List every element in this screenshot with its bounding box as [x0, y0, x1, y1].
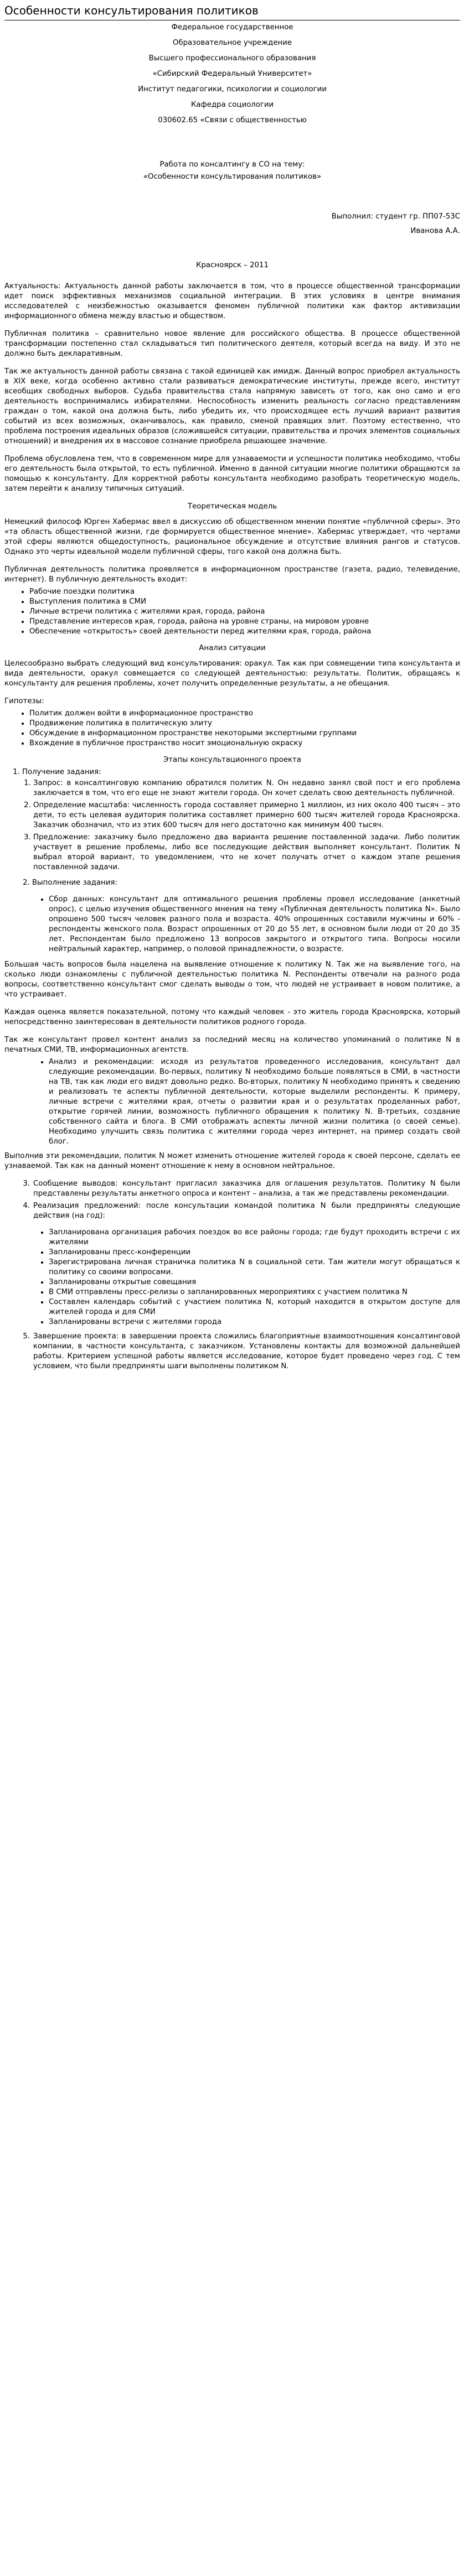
- list-item: 2. Определение масштаба: численность города составляет примерно 1 миллион, из них около 400 тысяч – это дети, то есть целевая аудитория политика составляет примерно 600 тысяч жителей города Красноярска. Заказчик обозначил, что из этих 600 тысяч для него достаточно как минимум 400 тысяч.: [33, 801, 460, 830]
- recommendations-list: [4, 1057, 460, 1147]
- stage-label: [22, 767, 460, 872]
- document-title: Особенности консультирования политиков: [4, 3, 460, 20]
- intro-paragraph: Публичная политика – сравнительно новое явление для российского общества. В процессе общественной трансформации постепенно стал складываться тип политического деятеля, который всегда на виду. И это не должно быть декларативным.: [4, 330, 460, 358]
- header-line: «Сибирский Федеральный Университет»: [152, 70, 312, 78]
- stage2-sublist: [32, 895, 460, 954]
- actions-list: [4, 1228, 460, 1327]
- stage-label-text: Выполнение задания:: [32, 879, 117, 887]
- list-item: • Анализ и рекомендации: исходя из результатов проведенного исследования, консультант дал следующие рекомендации. Во-первых, политику N необходимо больше появляться в СМИ, в частности на ТВ, так как люди его видят довольно редко. Во-вторых, политику N необходимо принять к сведению и реализовать те аспекты публичной деятельности, которые выделили респонденты. К примеру, личные встречи с жителями края, отчеты о развитии края и о результатах проделанных работ, открытие горячей линии, возможность публичного обращения к политику N. В-третьих, создание собственного сайта и блога. В СМИ отображать аспекты личной жизни политика (о своей семье). Необходимо улучшить связь политика с жителями города через интернет, на пример создать свой блог.: [49, 1057, 460, 1147]
- header-line: 030602.65 «Связи с общественностью: [158, 116, 307, 124]
- list-item: • Запланированы открытые совещания: [49, 1277, 460, 1287]
- header-line: Образовательное учреждение: [172, 39, 292, 47]
- hypotheses-list: [4, 709, 460, 749]
- section-heading-stages: Этапы консультационного проекта: [163, 756, 301, 764]
- stage4-text: Реализация предложений: после консультации командой политика N были предприняты следующие действия (на год):: [33, 1202, 460, 1220]
- header-line: Федеральное государственное: [171, 23, 293, 32]
- university-header: [4, 23, 460, 126]
- work-title-line: Работа по консалтингу в СО на тему:: [159, 160, 305, 169]
- after-recommendations-paragraph: Выполнив эти рекомендации, политик N может изменить отношение жителей города к своей персоне, сделать ее узнаваемой. Так как на данный момент отношение к нему в основном нейтральное.: [4, 1152, 460, 1170]
- stage1-list: [4, 767, 460, 872]
- stage5-text: Завершение проекта: в завершении проекта сложились благоприятные взаимоотношения консалтинговой компании, в частности консультанта, с заказчиком. Установлены контакты для возможной дальнейшей работы. Критерием успешной работы является исследование, которое будет проведено через год. С тем условием, что были предприняты шаги выполнены политиком N.: [33, 1332, 460, 1370]
- stage4-item: 4. Реализация предложений: после консультации командой политика N были предприняты следующие действия (на год):: [23, 1202, 460, 1220]
- header-line: Институт педагогики, психологии и социологии: [138, 85, 327, 94]
- work-title-block: [4, 160, 460, 182]
- analysis-paragraph: Целесообразно выбрать следующий вид консультирования: оракул. Так как при совмещении типа консультанта и вида деятельности, оракул совмещается со следующей деятельностью: результаты. Политик, обращаясь к консультанту для решения проблемы, хочет получить определенные результаты, а не обещания.: [4, 659, 460, 688]
- findings-paragraph: Большая часть вопросов была нацелена на выявление отношение к политику N. Так же на выявление того, на сколько люди ознакомлены с публичной деятельностью политика N. Респонденты отвечали на разного рода вопросы, соответственно консультант смог сделать выводы о том, что людей не устраивает в новом политике, а что устраивает.: [4, 960, 460, 999]
- author-line: Выполнил: студент гр. ПП07-53С: [331, 212, 460, 221]
- stage1-sublist: [22, 778, 460, 872]
- author-block: [4, 212, 460, 236]
- stage3-text: Сообщение выводов: консультант пригласил заказчика для оглашения результатов. Политику N были представлены результаты анкетного опроса и контент – анализа, а так же представлены рекомендации.: [33, 1180, 460, 1198]
- list-item: • Обеспечение «открытость» своей деятельности перед жителями края, города, района: [29, 627, 460, 637]
- list-item: • Запланирована организация рабочих поездок во все районы города; где будут проходить встречи с их жителями: [49, 1228, 460, 1248]
- author-name: Иванова А.А.: [410, 227, 460, 235]
- list-item: • Обсуждение в информационном пространстве некоторыми экспертными группами: [29, 729, 460, 739]
- intro-paragraph: Проблема обусловлена тем, что в современном мире для узнаваемости и успешности политика необходимо, чтобы его деятельность была открытой, то есть публичной. Именно в данной ситуации многие политики обращаются за помощью к консультанту. Для корректной работы консультанта необходимо разобрать теоретическую модель, затем перейти к анализу типичных ситуаций.: [4, 455, 460, 493]
- list-item: • Зарегистрирована личная страничка политика N в социальной сети. Там жители могут обращаться к политику со своими вопросами.: [49, 1258, 460, 1277]
- header-line: Кафедра социологии: [190, 101, 274, 109]
- list-item: 3. Предложение: заказчику было предложено два варианта решение поставленной задачи. Либо политик участвует в решение проблемы, либо все последующие действия выполняет консультант. Политик N выбрал второй вариант, то уведомлением, что не хочет получать отчет о каждом этапе решения поставленной задачи.: [33, 833, 460, 872]
- city-year: Красноярск – 2011: [196, 261, 269, 269]
- findings-paragraph: Так же консультант провел контент анализ за последний месяц на количество упоминаний о политике N в печатных СМИ, ТВ, информационных агентств.: [4, 1036, 460, 1054]
- section-heading-analysis: Анализ ситуации: [199, 644, 266, 652]
- public-activity-list: [4, 587, 460, 637]
- intro-paragraph: Актуальность: Актуальность данной работы заключается в том, что в процессе общественной трансформации идет поиск эффективных механизмов социальной интеграции. В этих условиях в центре внимания исследователей с неизбежностью оказывается феномен публичной политики как фактор активизации информационного обмена между властью и обществом.: [4, 282, 460, 320]
- stage3-item: 3. Сообщение выводов: консультант пригласил заказчика для оглашения результатов. Политику N были представлены результаты анкетного опроса и контент – анализа, а так же представлены рекомендации.: [23, 1180, 460, 1198]
- findings-paragraph: Каждая оценка является показательной, потому что каждый человек - это житель города Красноярска, который непосредственно заинтересован в деятельности политиков родного города.: [4, 1008, 460, 1026]
- stage2-list: [4, 878, 460, 954]
- list-item: • Политик должен войти в информационное пространство: [29, 709, 460, 719]
- header-line: Высшего профессионального образования: [148, 54, 316, 63]
- stage-label-text: Получение задания:: [22, 768, 101, 776]
- list-item: • Личные встречи политика с жителями края, города, района: [29, 607, 460, 617]
- theory-paragraph: Публичная деятельность политика проявляется в информационном пространстве (газета, радио, телевидение, интернет). В публичную деятельность входит:: [4, 565, 460, 584]
- list-item: 1. Запрос: в консалтинговую компанию обратился политик N. Он недавно занял свой пост и его проблема заключается в том, что его еще не знают жители города. Он хочет сделать свою деятельность публичной.: [33, 778, 460, 798]
- theory-paragraph: Немецкий философ Юрген Хабермас ввел в дискуссию об общественном мнении понятие «публичной сферы». Это «та область общественной жизни, где формируется общественное мнение». Хабермас утверждает, что чертами этой сферы являются общедоступность, рациональное обсуждение и отсутствие влияния рангов и статусов. Однако это черты идеальной модели публичной сферы, того какой она должна быть.: [4, 518, 460, 556]
- hypotheses-label: Гипотезы:: [4, 697, 44, 705]
- list-item: • Сбор данных: консультант для оптимального решения проблемы провел исследование (анкетный опрос), с целью изучения общественного мнения на тему «Публичная деятельность политика N». Было опрошено 500 тысяч человек разного пола и возраста. 40% опрошенных составили мужчины и 60% - респонденты женского пола. Возраст опрошенных от 20 до 55 лет, в основном были люди от 20 до 35 лет. Респондентам было предложено 13 вопросов закрытого и открытого типа. Вопросы носили нейтральный характер, например, о половой принадлежности, о возрасте.: [49, 895, 460, 954]
- list-item: • Продвижение политика в политическую элиту: [29, 719, 460, 729]
- list-item: • Запланированы пресс-конференции: [49, 1248, 460, 1258]
- list-item: • Представление интересов края, города, района на уровне страны, на мировом уровне: [29, 617, 460, 627]
- list-item: • В СМИ отправлены пресс-релизы о запланированных мероприятиях с участием политика N: [49, 1287, 460, 1297]
- stage5-item: 5. Завершение проекта: в завершении проекта сложились благоприятные взаимоотношения консалтинговой компании, в частности консультанта, с заказчиком. Установлены контакты для возможной дальнейшей работы. Критерием успешной работы является исследование, которое будет проведено через год. С тем условием, что были предприняты шаги выполнены политиком N.: [23, 1332, 460, 1370]
- work-title-topic: «Особенности консультирования политиков»: [143, 173, 322, 181]
- list-item: • Запланированы встречи с жителями города: [49, 1317, 460, 1327]
- stage-label: [32, 878, 460, 954]
- list-item: • Рабочие поездки политика: [29, 587, 460, 597]
- list-item: • Составлен календарь событий с участием политика N, который находится в открытом доступе для жителей города и для СМИ: [49, 1297, 460, 1317]
- intro-paragraph: Так же актуальность данной работы связана с такой единицей как имидж. Данный вопрос приобрел актуальность в XIX веке, когда особенно активно стали развиваться демократические институты, прежде всего, институт всеобщих свободных выборов. Судьба правительства стала напрямую зависеть от того, как оно само и его деятельность воспринимались избирателями. Неспособность изменить реальность согласно представлениям граждан о том, какой она должна быть, либо убедить их, что происходящее есть лучший вариант развития событий из всех возможных, оканчивалось, как правило, сменой правящих элит. Поэтому естественно, что проблема построения идеальных образов (сложившейся ситуации, правительства и прочих элементов социальных отношений) и внедрения их в массовое сознание приобрела решающее значение.: [4, 367, 460, 445]
- list-item: • Выступления политика в СМИ: [29, 597, 460, 607]
- list-item: • Вхождение в публичное пространство носит эмоциональную окраску: [29, 739, 460, 749]
- section-heading-theory: Теоретическая модель: [187, 502, 277, 511]
